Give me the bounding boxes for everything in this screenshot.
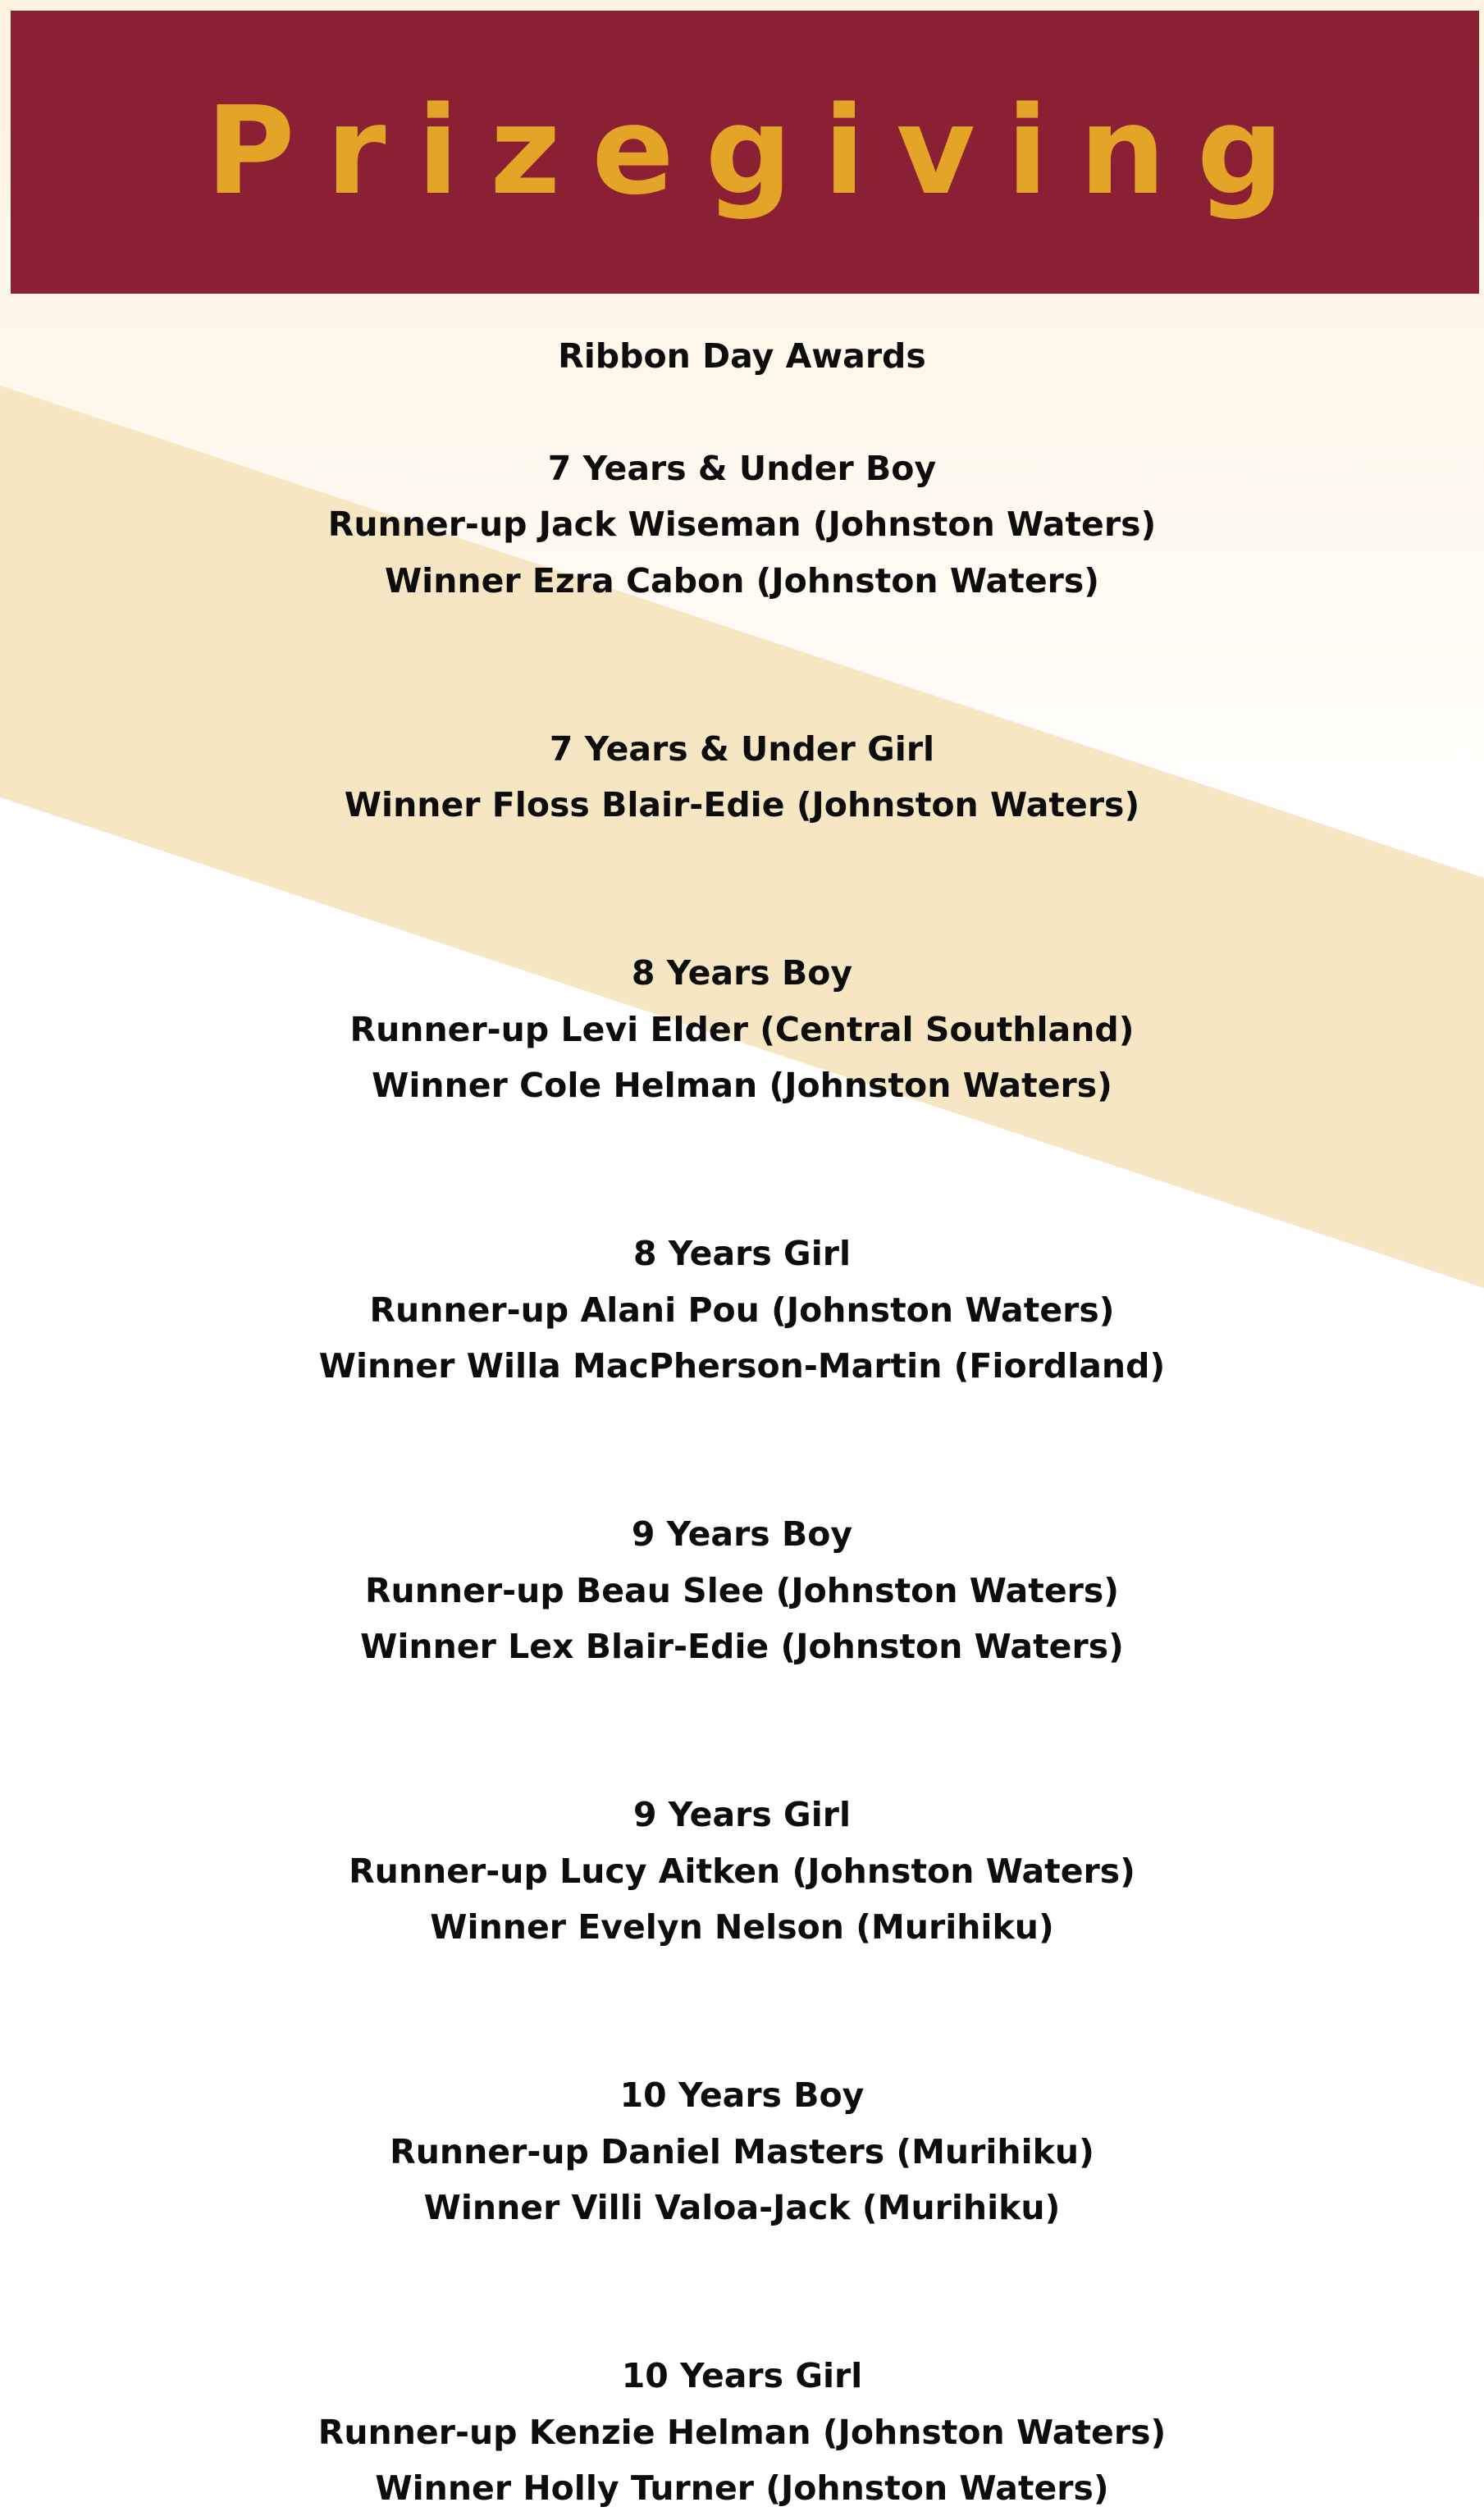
header-banner xyxy=(11,11,1479,294)
award-result: Runner-up Levi Elder (Central Southland) xyxy=(349,1009,1135,1049)
award-category xyxy=(0,1226,1484,1394)
category-title: 7 Years & Under Boy xyxy=(547,448,937,488)
award-result: Winner Lex Blair-Edie (Johnston Waters) xyxy=(360,1627,1124,1667)
award-result: Runner-up Daniel Masters (Murihiku) xyxy=(390,2131,1094,2171)
category-title: 8 Years Boy xyxy=(631,953,853,993)
award-result: Winner Evelyn Nelson (Murihiku) xyxy=(430,1907,1054,1948)
category-title: 9 Years Boy xyxy=(631,1514,853,1555)
awards-heading: Ribbon Day Awards xyxy=(558,336,926,376)
award-category xyxy=(0,721,1484,833)
category-title: 8 Years Girl xyxy=(632,1234,852,1274)
award-category xyxy=(0,2348,1484,2516)
award-result: Winner Willa MacPherson-Martin (Fiordland) xyxy=(318,1346,1166,1386)
award-result: Winner Floss Blair-Edie (Johnston Waters) xyxy=(344,785,1140,825)
award-result: Runner-up Beau Slee (Johnston Waters) xyxy=(364,1570,1120,1610)
awards-list xyxy=(0,328,1484,2516)
page-title: Prizegiving xyxy=(206,80,1315,221)
category-title: 10 Years Boy xyxy=(619,2075,865,2116)
award-category xyxy=(0,2067,1484,2235)
award-result: Winner Cole Helman (Johnston Waters) xyxy=(372,1066,1112,1106)
award-result: Winner Villi Valoa-Jack (Murihiku) xyxy=(423,2187,1061,2227)
award-result: Runner-up Kenzie Helman (Johnston Waters) xyxy=(317,2412,1167,2452)
award-category xyxy=(0,441,1484,609)
category-title: 9 Years Girl xyxy=(632,1795,852,1835)
award-result: Winner Ezra Cabon (Johnston Waters) xyxy=(384,560,1100,600)
award-category xyxy=(0,945,1484,1113)
awards-heading-group xyxy=(0,328,1484,384)
award-result: Runner-up Jack Wiseman (Johnston Waters) xyxy=(327,505,1157,545)
award-result: Runner-up Alani Pou (Johnston Waters) xyxy=(369,1290,1115,1330)
award-result: Runner-up Lucy Aitken (Johnston Waters) xyxy=(349,1851,1135,1891)
award-result: Winner Holly Turner (Johnston Waters) xyxy=(375,2468,1109,2508)
category-title: 7 Years & Under Girl xyxy=(549,728,935,769)
category-title: 10 Years Girl xyxy=(621,2356,863,2396)
award-category xyxy=(0,1787,1484,1955)
award-category xyxy=(0,1506,1484,1674)
